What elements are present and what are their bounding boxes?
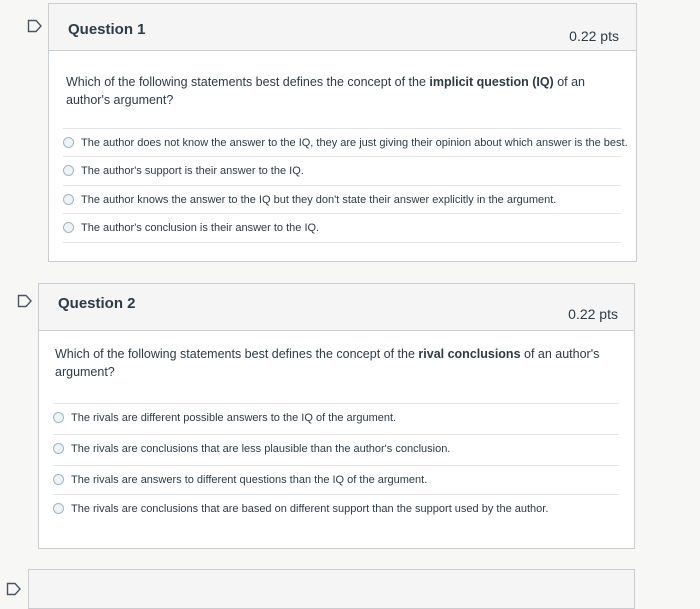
radio-button-icon[interactable]	[53, 412, 64, 423]
answer-option[interactable]	[63, 128, 628, 156]
answer-label[interactable]: The rivals are different possible answers to the IQ of the argument.	[71, 411, 397, 424]
radio-button-icon[interactable]	[63, 194, 74, 205]
answer-option[interactable]	[63, 156, 621, 184]
radio-button-icon[interactable]	[53, 503, 64, 514]
radio-button-icon[interactable]	[63, 137, 74, 148]
flag-question-icon[interactable]	[27, 19, 43, 33]
question-prompt: Which of the following statements best defines the concept of the rival conclusions of an author's argument?	[55, 347, 600, 379]
radio-button-icon[interactable]	[63, 222, 74, 233]
question-points: 0.22 pts	[568, 306, 618, 322]
radio-button-icon[interactable]	[63, 165, 74, 176]
answer-option[interactable]	[63, 185, 621, 213]
question-prompt: Which of the following statements best defines the concept of the implicit question (IQ) of an author's argument?	[66, 75, 585, 107]
answer-option[interactable]	[63, 213, 621, 241]
flag-question-icon[interactable]	[6, 582, 22, 596]
radio-button-icon[interactable]	[53, 474, 64, 485]
question-title: Question 1	[68, 21, 146, 38]
answer-label[interactable]: The rivals are answers to different questions than the IQ of the argument.	[71, 473, 428, 486]
question-header	[39, 284, 634, 331]
answer-label[interactable]: The author does not know the answer to the IQ, they are just giving their opinion about which answer is the best.	[81, 136, 628, 149]
answer-label[interactable]: The author knows the answer to the IQ but they don't state their answer explicitly in the argument.	[81, 193, 557, 206]
radio-button-icon[interactable]	[53, 443, 64, 454]
question-card-2	[38, 283, 635, 549]
answer-option[interactable]	[53, 465, 619, 493]
flag-question-icon[interactable]	[17, 294, 33, 308]
answers-divider	[63, 242, 621, 243]
answer-label[interactable]: The rivals are conclusions that are less plausible than the author's conclusion.	[71, 442, 451, 455]
answer-option[interactable]	[53, 434, 619, 462]
answer-option[interactable]	[53, 403, 619, 431]
question-title: Question 2	[58, 295, 136, 312]
question-card-1	[48, 3, 637, 262]
question-points: 0.22 pts	[569, 28, 619, 44]
answer-label[interactable]: The author's support is their answer to the IQ.	[81, 164, 304, 177]
question-card-3	[28, 569, 635, 609]
question-header	[49, 4, 636, 51]
answer-label[interactable]: The author's conclusion is their answer to the IQ.	[81, 221, 320, 234]
answer-label[interactable]: The rivals are conclusions that are based on different support than the support used by the author.	[71, 502, 549, 515]
answer-option[interactable]	[53, 494, 619, 522]
